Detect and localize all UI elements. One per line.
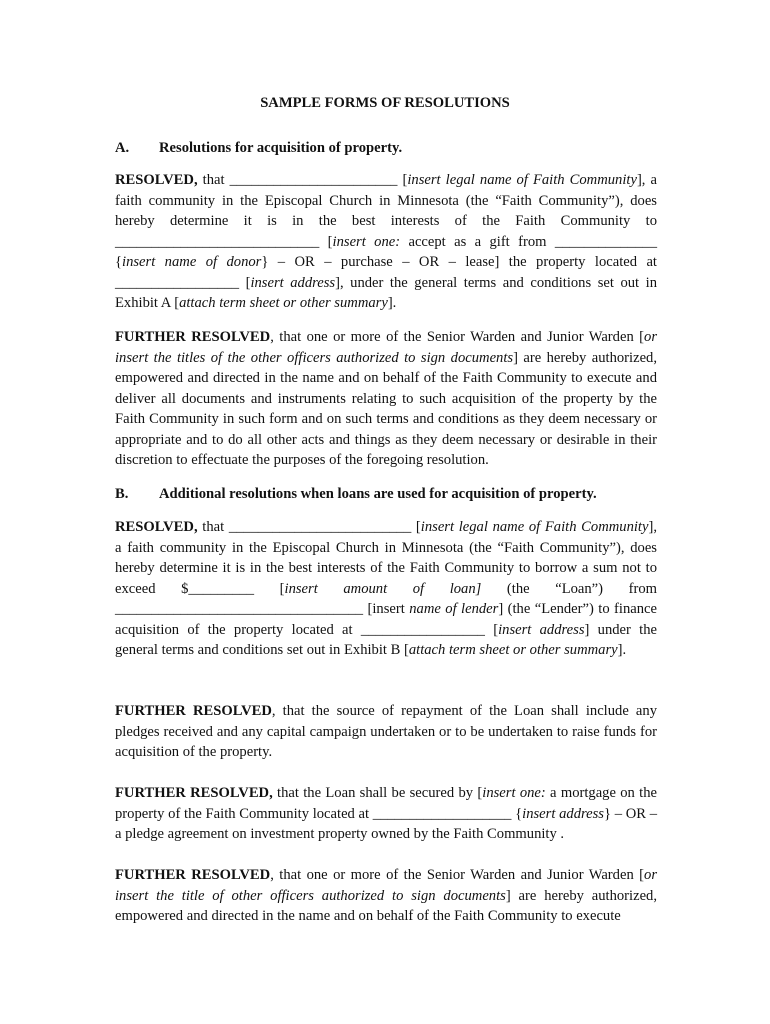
text-run: , that one or more of the Senior Warden and Junior Warden [ xyxy=(270,867,645,883)
text-run: ] are hereby authorized, empowered and directed in the name and on behalf of the Faith Community to execute xyxy=(115,887,657,924)
italic-placeholder: insert one: xyxy=(482,785,546,801)
section-a-letter: A. xyxy=(115,140,130,156)
text-run: that the Loan shall be secured by [ xyxy=(272,785,483,801)
text-run: ] under the general terms and conditions set out in Exhibit B [ xyxy=(115,621,658,658)
italic-placeholder: insert legal name of Faith Community xyxy=(407,172,637,188)
text-run: ]. xyxy=(387,295,397,311)
italic-placeholder: attach term sheet or other summary xyxy=(179,295,388,311)
text-run: a mortgage on the property of the Faith Community located at ___________________ { xyxy=(115,785,657,822)
further-resolved-label: FURTHER RESOLVED xyxy=(115,867,271,883)
section-b-heading xyxy=(115,484,660,504)
section-b-repayment-paragraph xyxy=(115,701,657,763)
italic-placeholder: insert address xyxy=(498,621,585,638)
section-a-heading xyxy=(115,138,660,158)
text-run: ]. xyxy=(617,642,627,658)
text-run: ], under the general terms and conditions set out in Exhibit A [ xyxy=(115,274,657,311)
section-a-resolved-paragraph xyxy=(115,170,657,314)
section-b-security-paragraph xyxy=(115,783,657,845)
section-b-authorization-paragraph xyxy=(115,865,657,927)
further-resolved-label: FURTHER RESOLVED xyxy=(115,329,271,345)
text-run: } – OR – a pledge agreement on investment property owned by the Faith Community . xyxy=(115,805,657,842)
italic-placeholder: name of lender xyxy=(409,601,499,617)
text-run: , that the source of repayment of the Loan shall include any pledges received and any capital campaign undertaken or to be undertaken to raise funds for acquisition of the property. xyxy=(115,703,657,760)
text-run: } – OR – purchase – OR – lease] the property located at _________________ [ xyxy=(115,254,657,291)
text-run: ] (the “Lender”) to finance acquisition of the property located at _________________ [ xyxy=(115,601,657,638)
section-a-further-resolved-paragraph xyxy=(115,327,657,471)
italic-placeholder: insert address xyxy=(522,805,604,822)
text-run: (the “Loan”) from __________________________________ [insert xyxy=(115,580,657,617)
italic-placeholder: insert one: xyxy=(332,233,401,250)
section-a-title: Resolutions for acquisition of property. xyxy=(159,140,403,156)
text-run: that _______________________ [ xyxy=(197,172,408,188)
further-resolved-label: FURTHER RESOLVED xyxy=(115,703,272,719)
text-run: accept as a gift from ______________ { xyxy=(115,233,657,270)
text-run: , that one or more of the Senior Warden and Junior Warden [ xyxy=(270,329,645,345)
italic-placeholder: insert name of donor xyxy=(122,254,262,270)
italic-placeholder: or insert the title of other officers authorized to sign documents xyxy=(115,867,658,904)
italic-placeholder: attach term sheet or other summary xyxy=(408,642,618,658)
resolved-label: RESOLVED, xyxy=(115,519,198,535)
italic-placeholder: insert legal name of Faith Community xyxy=(420,519,649,535)
italic-placeholder: or insert the titles of the other officers authorized to sign documents xyxy=(115,329,658,366)
document-title: SAMPLE FORMS OF RESOLUTIONS xyxy=(260,95,510,111)
section-b-resolved-paragraph xyxy=(115,517,657,661)
text-run: that _________________________ [ xyxy=(197,519,421,535)
text-run: ], a faith community in the Episcopal Church in Minnesota (the “Faith Community”), does hereby determine it is in the best interests of the Faith Community to ____________________________ [ xyxy=(115,172,657,250)
further-resolved-label: FURTHER RESOLVED, xyxy=(115,785,273,801)
text-run: ], a faith community in the Episcopal Church in Minnesota (the “Faith Community”), does hereby determine it is in the best interests of the Faith Community to borrow a sum not to exceed $_________ [ xyxy=(115,519,657,597)
text-run: ] are hereby authorized, empowered and directed in the name and on behalf of the Faith Community to execute and deliver all documents and instruments relating to such acquisition of the property by the Faith Community in such form and on such terms and conditions as they deem necessary or appropriate and to do all other acts and things as they deem necessary or desirable in their discretion to effectuate the purposes of the foregoing resolution. xyxy=(115,349,657,468)
section-b-title: Additional resolutions when loans are used for acquisition of property. xyxy=(159,486,597,502)
resolved-label: RESOLVED, xyxy=(115,172,198,188)
section-b-letter: B. xyxy=(115,486,129,502)
italic-placeholder: insert address xyxy=(250,274,336,291)
italic-placeholder: insert amount of loan] xyxy=(284,580,482,597)
